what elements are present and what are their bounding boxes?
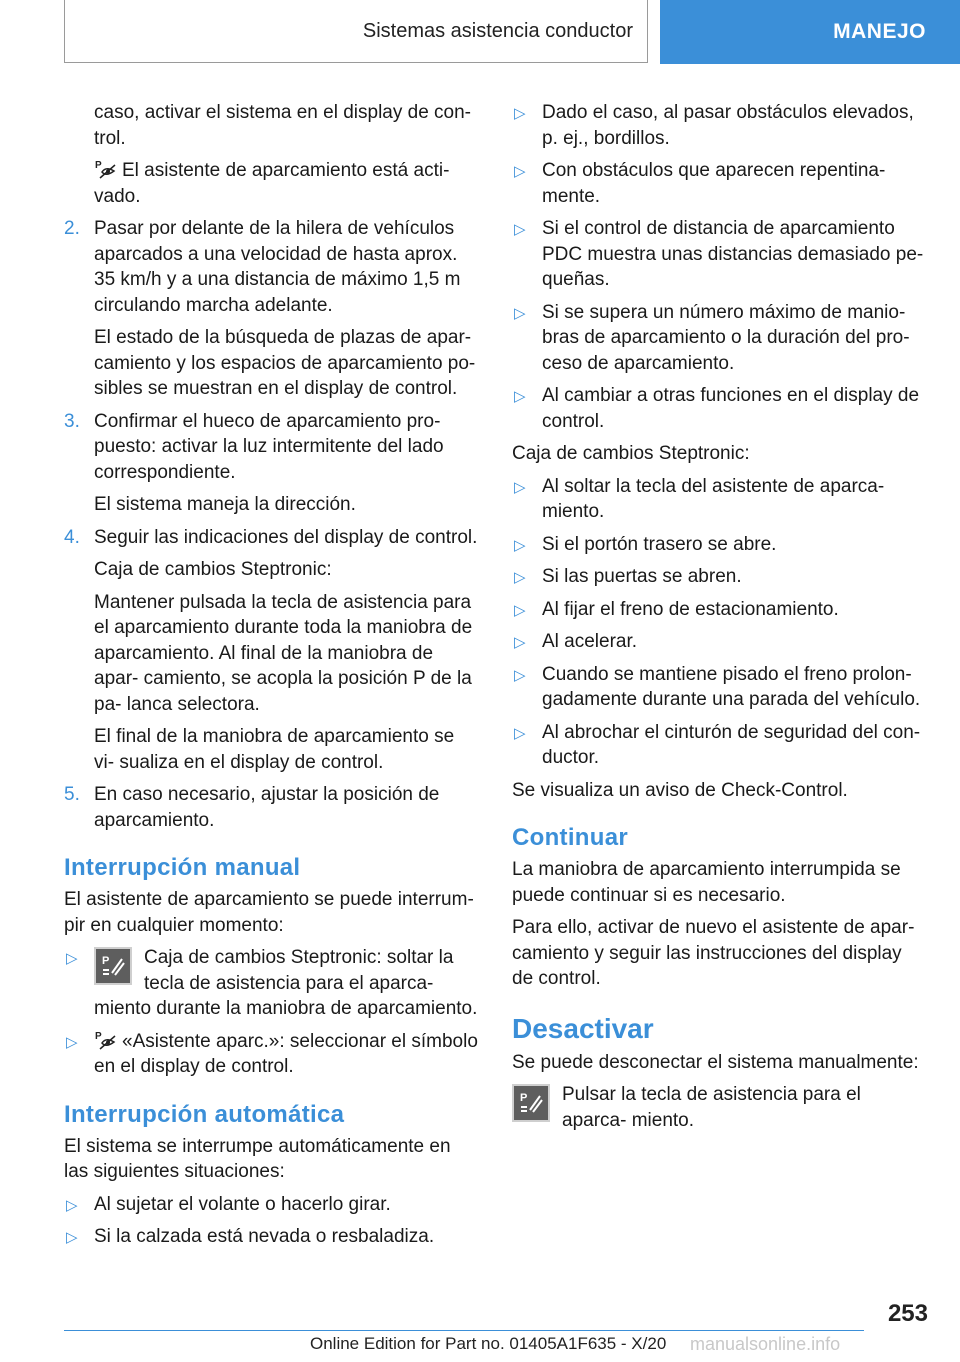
deactivate-instruction: [512, 1082, 926, 1133]
list-item-text: Cuando se mantiene pisado el freno prolon- gadamente durante una parada del vehículo.: [542, 663, 921, 710]
checkcontrol-text: Se visualiza un aviso de Check-Control.: [512, 779, 848, 801]
triangle-bullet-icon: ▷: [66, 950, 78, 967]
list-item: [512, 100, 926, 151]
manual-bullet-text: «Asistente aparc.»: seleccionar el símbolo en el display de control.: [94, 1030, 478, 1077]
deactivate-instruction-text: Pulsar la tecla de asistencia para el aparca- miento.: [562, 1084, 861, 1131]
triangle-bullet-icon: ▷: [514, 304, 526, 322]
triangle-bullet-icon: ▷: [514, 601, 526, 619]
step-paragraph: Confirmar el hueco de aparcamiento pro- puesto: activar la luz intermitente del lado correspondiente.: [94, 410, 444, 483]
list-item-text: Dado el caso, al pasar obstáculos elevados, p. ej., bordillos.: [542, 102, 914, 149]
list-item-text: Si el portón trasero se abre.: [542, 533, 777, 555]
manual-bullet-text: Caja de cambios Steptronic: soltar la tecla de asistencia para el aparca- miento durante la maniobra de aparcamiento.: [94, 947, 478, 1019]
heading-deactivate: Desactivar: [512, 1012, 654, 1044]
parking-assist-icon: [94, 158, 116, 180]
numbered-step: [64, 216, 478, 402]
triangle-bullet-icon: ▷: [514, 634, 526, 651]
svg-text:P: P: [95, 1030, 102, 1042]
triangle-bullet-icon: ▷: [514, 724, 526, 742]
triangle-bullet-icon: ▷: [514, 569, 526, 586]
list-item-text: Al acelerar.: [542, 631, 638, 652]
bullet-list-a: [512, 100, 926, 434]
list-item: [512, 597, 926, 623]
page-header: [0, 0, 960, 66]
step-paragraph: En caso necesario, ajustar la posición de aparcamiento.: [94, 784, 440, 831]
list-item-text: Al fijar el freno de estacionamiento.: [542, 598, 839, 620]
parking-assist-icon: [94, 1029, 116, 1051]
svg-text:P: P: [520, 1092, 528, 1104]
svg-text:P: P: [102, 955, 110, 967]
continue-paragraph: La maniobra de aparcamiento interrumpida se puede continuar si es necesario.: [512, 859, 901, 906]
deactivate-paragraph: Se puede desconectar el sistema manualmente:: [512, 1051, 919, 1073]
continue-paragraph: Para ello, activar de nuevo el asistente de apar- camiento y seguir las instrucciones del display de control.: [512, 917, 915, 989]
list-item-text: Al sujetar el volante o hacerlo girar.: [94, 1193, 391, 1215]
list-item: [64, 1224, 478, 1250]
list-item-text: Si las puertas se abren.: [542, 566, 742, 587]
heading-continue: Continuar: [512, 824, 629, 851]
list-item: [64, 945, 478, 1022]
list-item: [512, 564, 926, 590]
triangle-bullet-icon: ▷: [514, 478, 526, 496]
park-assist-button-icon: [512, 1084, 550, 1122]
step-number: 3.: [64, 410, 80, 432]
left-column: [64, 100, 478, 1257]
list-item: [512, 532, 926, 558]
list-item-text: Al soltar la tecla del asistente de aparca- miento.: [542, 475, 885, 522]
step-paragraph: El final de la maniobra de aparcamiento se vi- sualiza en el display de control.: [94, 726, 455, 773]
auto-text: El sistema se interrumpe automáticamente en las siguientes situaciones:: [64, 1135, 451, 1182]
step-paragraph: Seguir las indicaciones del display de control.: [94, 526, 478, 548]
chapter-tab[interactable]: MANEJO: [660, 0, 960, 64]
triangle-bullet-icon: ▷: [514, 163, 526, 180]
list-item-text: Al abrochar el cinturón de seguridad del con- ductor.: [542, 721, 921, 768]
list-item-text: Si el control de distancia de aparcamiento PDC muestra unas distancias demasiado pe- queñas.: [542, 218, 924, 290]
svg-text:P: P: [95, 160, 102, 171]
footer-divider: [64, 1330, 864, 1331]
numbered-step: [64, 782, 478, 833]
triangle-bullet-icon: ▷: [66, 1033, 78, 1051]
step-paragraph: Caja de cambios Steptronic:: [94, 559, 332, 580]
intro-paragraph: caso, activar el sistema en el display de con- trol.: [94, 102, 472, 149]
step-paragraph: El estado de la búsqueda de plazas de apar- camiento y los espacios de aparcamiento po- sibles se muestran en el display de control.: [94, 327, 476, 399]
triangle-bullet-icon: ▷: [514, 105, 526, 122]
intro-icon-text: El asistente de aparcamiento está acti- vado.: [94, 160, 450, 207]
list-item-text: Si la calzada está nevada o resbaladiza.: [94, 1226, 435, 1247]
list-item: [512, 158, 926, 209]
triangle-bullet-icon: ▷: [514, 221, 526, 238]
list-item-text: Si se supera un número máximo de manio- bras de aparcamiento o la duración del pro- ceso de aparcamiento.: [542, 301, 910, 374]
triangle-bullet-icon: ▷: [514, 666, 526, 684]
triangle-bullet-icon: ▷: [66, 1229, 78, 1246]
heading-manual: Interrupción manual: [64, 854, 301, 881]
list-item: [512, 383, 926, 434]
heading-auto: Interrupción automática: [64, 1100, 345, 1128]
numbered-step: [64, 409, 478, 518]
auto-bullet-list: [64, 1192, 478, 1250]
triangle-bullet-icon: ▷: [514, 536, 526, 554]
list-item: [512, 662, 926, 713]
manual-text: El asistente de aparcamiento se puede interrum- pir en cualquier momento:: [64, 889, 474, 936]
bullet-list-b: [512, 474, 926, 771]
step-paragraph: Mantener pulsada la tecla de asistencia para el aparcamiento durante toda la maniobra de aparcamiento. Al final de la maniobra de apar- camiento, se acopla la posición P de la pa- lanca selectora.: [94, 591, 473, 715]
step-paragraph: El sistema maneja la dirección.: [94, 494, 356, 515]
numbered-steps: [64, 216, 478, 833]
step-number: 4.: [64, 526, 80, 548]
list-item: [64, 1029, 478, 1080]
park-assist-button-icon: [94, 947, 132, 985]
section-title: Sistemas asistencia conductor: [64, 0, 648, 63]
numbered-step: [64, 525, 478, 776]
step-number: 2.: [64, 218, 80, 239]
edition-text: Online Edition for Part no. 01405A1F635 - X/20: [310, 1334, 667, 1353]
right-column: [512, 100, 926, 1133]
page-number: 253: [887, 1300, 928, 1327]
list-item-text: Al cambiar a otras funciones en el display de control.: [542, 385, 920, 432]
list-item-text: Con obstáculos que aparecen repentina- mente.: [542, 160, 886, 207]
list-item: [512, 216, 926, 293]
triangle-bullet-icon: ▷: [514, 388, 526, 405]
watermark: manualsonline.info: [690, 1334, 841, 1354]
list-item: [512, 300, 926, 377]
list-item: [512, 474, 926, 525]
step-paragraph: Pasar por delante de la hilera de vehículos aparcados a una velocidad de hasta aprox. 35 km/h y a una distancia de máximo 1,5 m circulando marcha adelante.: [94, 218, 461, 316]
list-item: [512, 629, 926, 655]
list-item: [64, 1192, 478, 1218]
step-number: 5.: [64, 784, 80, 805]
intro-icon-paragraph: [64, 158, 478, 209]
triangle-bullet-icon: ▷: [66, 1196, 78, 1214]
steptronic-label: Caja de cambios Steptronic:: [512, 443, 750, 464]
list-item: [512, 720, 926, 771]
